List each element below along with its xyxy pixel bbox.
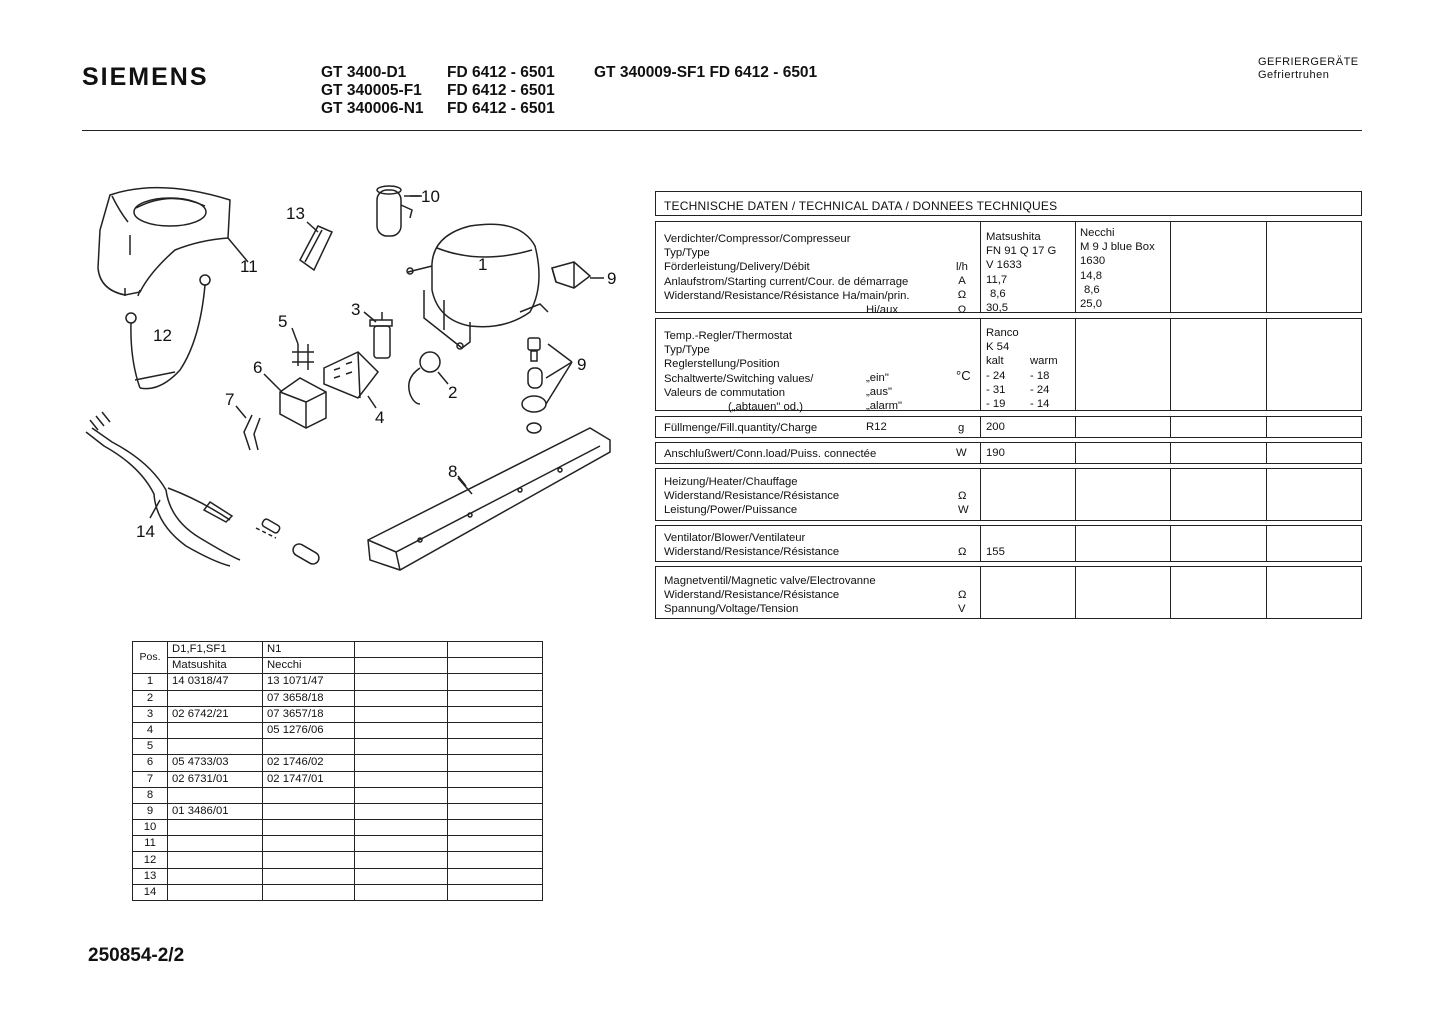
col2-make: Necchi (263, 658, 355, 674)
brand-logo: SIEMENS (82, 63, 209, 91)
callout-13: 13 (286, 204, 305, 223)
callout-14: 14 (136, 522, 155, 541)
heater-labels: Heizung/Heater/Chauffage Widerstand/Resistance/Résistance Leistung/Power/Puissance (664, 476, 840, 517)
callout-11: 11 (240, 257, 258, 276)
callout-8: 8 (448, 462, 458, 481)
col1-variant: D1,F1,SF1 (168, 642, 263, 658)
model-code: GT 3400-D1 (321, 64, 407, 81)
callout-7: 7 (225, 390, 235, 409)
category-title: GEFRIERGERÄTE (1258, 56, 1359, 68)
table-row: 7 02 6731/01 02 1747/01 (133, 771, 543, 787)
fd-range: FD 6412 - 6501 (709, 64, 818, 81)
callout-9: 9 (577, 355, 587, 374)
model-code: GT 340005-F1 (321, 82, 422, 99)
blower-value: 155 (986, 546, 1005, 558)
part-4-connector (324, 352, 378, 398)
callout-5: 5 (278, 312, 288, 331)
conn-unit: W (956, 447, 967, 459)
table-row: 4 05 1276/06 (133, 722, 543, 738)
section-heater (655, 468, 1362, 521)
blower-labels: Ventilator/Blower/Ventilateur Widerstand/Resistance/Résistance (664, 532, 840, 559)
callout-6: 6 (253, 358, 263, 377)
tech-title: TECHNISCHE DATEN / TECHNICAL DATA / DONNEES TECHNIQUES (655, 191, 1362, 216)
callout-2: 2 (448, 383, 458, 402)
table-row: 1 14 0318/47 13 1071/47 (133, 674, 543, 690)
fill-refrigerant: R12 (866, 421, 887, 433)
col2-variant: N1 (263, 642, 355, 658)
document-number: 250854-2/2 (88, 945, 185, 966)
category-subtitle: Gefriertruhen (1258, 69, 1330, 81)
part-2-overload (409, 352, 440, 404)
table-row: 13 (133, 868, 543, 884)
valve-units: Ω V (958, 589, 967, 616)
fd-range: FD 6412 - 6501 (447, 82, 555, 99)
part-1-compressor (407, 224, 548, 349)
parts-header-row (133, 642, 543, 658)
callout-4: 4 (375, 408, 385, 427)
section-compressor (655, 221, 1362, 317)
parts-table (132, 641, 543, 901)
section-conn-load (655, 442, 1362, 464)
part-14-cable (86, 412, 321, 566)
compressor-col1: Matsushita FN 91 Q 17 G V 1633 11,7 8,6 30,5 (986, 231, 1057, 315)
conn-label: Anschlußwert/Conn.load/Puiss. connectée (664, 448, 877, 460)
model-code: GT 340009-SF1 (594, 64, 706, 81)
part-13-clip (300, 222, 332, 270)
compressor-units: l/h A Ω Ω (956, 261, 968, 316)
part-6-relay (280, 378, 326, 428)
fd-range: FD 6412 - 6501 (447, 100, 555, 117)
fill-value: 200 (986, 421, 1005, 433)
model-code: GT 340006-N1 (321, 100, 424, 117)
valve-labels: Magnetventil/Magnetic valve/Electrovanne Widerstand/Resistance/Résistance Spannung/Voltage/Tension (664, 575, 876, 616)
fd-range: FD 6412 - 6501 (447, 64, 555, 81)
fill-unit: g (958, 422, 965, 434)
category (1258, 56, 1359, 82)
thermostat-unit: °C (956, 368, 971, 383)
technical-data-table (655, 191, 1362, 616)
part-10-capacitor (377, 186, 422, 236)
table-row: 14 (133, 884, 543, 900)
table-row: 12 (133, 852, 543, 868)
pos-header: Pos. (133, 642, 168, 674)
part-5-bracket (292, 344, 314, 370)
table-row: 6 05 4733/03 02 1746/02 (133, 755, 543, 771)
fill-label: Füllmenge/Fill.quantity/Charge (664, 422, 818, 434)
table-row: 2 07 3658/18 (133, 690, 543, 706)
table-row: 3 02 6742/21 07 3657/18 (133, 706, 543, 722)
part-9-relay-cover (552, 262, 590, 288)
table-row: 9 01 3486/01 (133, 803, 543, 819)
table-row: 8 (133, 787, 543, 803)
part-7-clip (244, 415, 260, 450)
part-8-rail (368, 428, 610, 570)
heater-units: Ω W (958, 490, 969, 517)
section-thermostat (655, 318, 1362, 414)
compressor-col2: Necchi M 9 J blue Box 1630 14,8 8,6 25,0 (1080, 227, 1155, 311)
table-row: 5 (133, 739, 543, 755)
callout-3: 3 (351, 300, 361, 319)
part-9-grommets (522, 338, 572, 433)
col1-make: Matsushita (168, 658, 263, 674)
compressor-labels: Verdichter/Compressor/Compresseur Typ/Type Förderleistung/Delivery/Débit Anlaufstrom/Starting current/Cour. de démarrage Widerstand/Resistance/Résistance Ha/main/prin. Hi/aux (664, 233, 910, 317)
section-fill (655, 416, 1362, 438)
thermostat-col1: Ranco K 54 kalt warm - 24 - 18 - 31 - 24 - 19 - 14 (986, 327, 1058, 411)
callout-1: 1 (478, 255, 488, 274)
callout-12: 12 (153, 326, 172, 345)
thermostat-labels: Temp.-Regler/Thermostat Typ/Type Reglerstellung/Position Schaltwerte/Switching values/ Valeurs de commutation („abtauen" od.) (664, 330, 814, 414)
section-blower (655, 525, 1362, 562)
callout-10: 10 (421, 187, 440, 206)
section-valve (655, 566, 1362, 619)
blower-unit: Ω (958, 546, 967, 558)
part-11-housing (98, 188, 248, 296)
exploded-parts-diagram (0, 0, 650, 620)
conn-value: 190 (986, 447, 1005, 459)
parts-header-row (133, 658, 543, 674)
callout-9: 9 (607, 269, 617, 288)
thermostat-states: „ein" „aus" „alarm" (866, 372, 903, 413)
table-row: 11 (133, 836, 543, 852)
table-row: 10 (133, 820, 543, 836)
